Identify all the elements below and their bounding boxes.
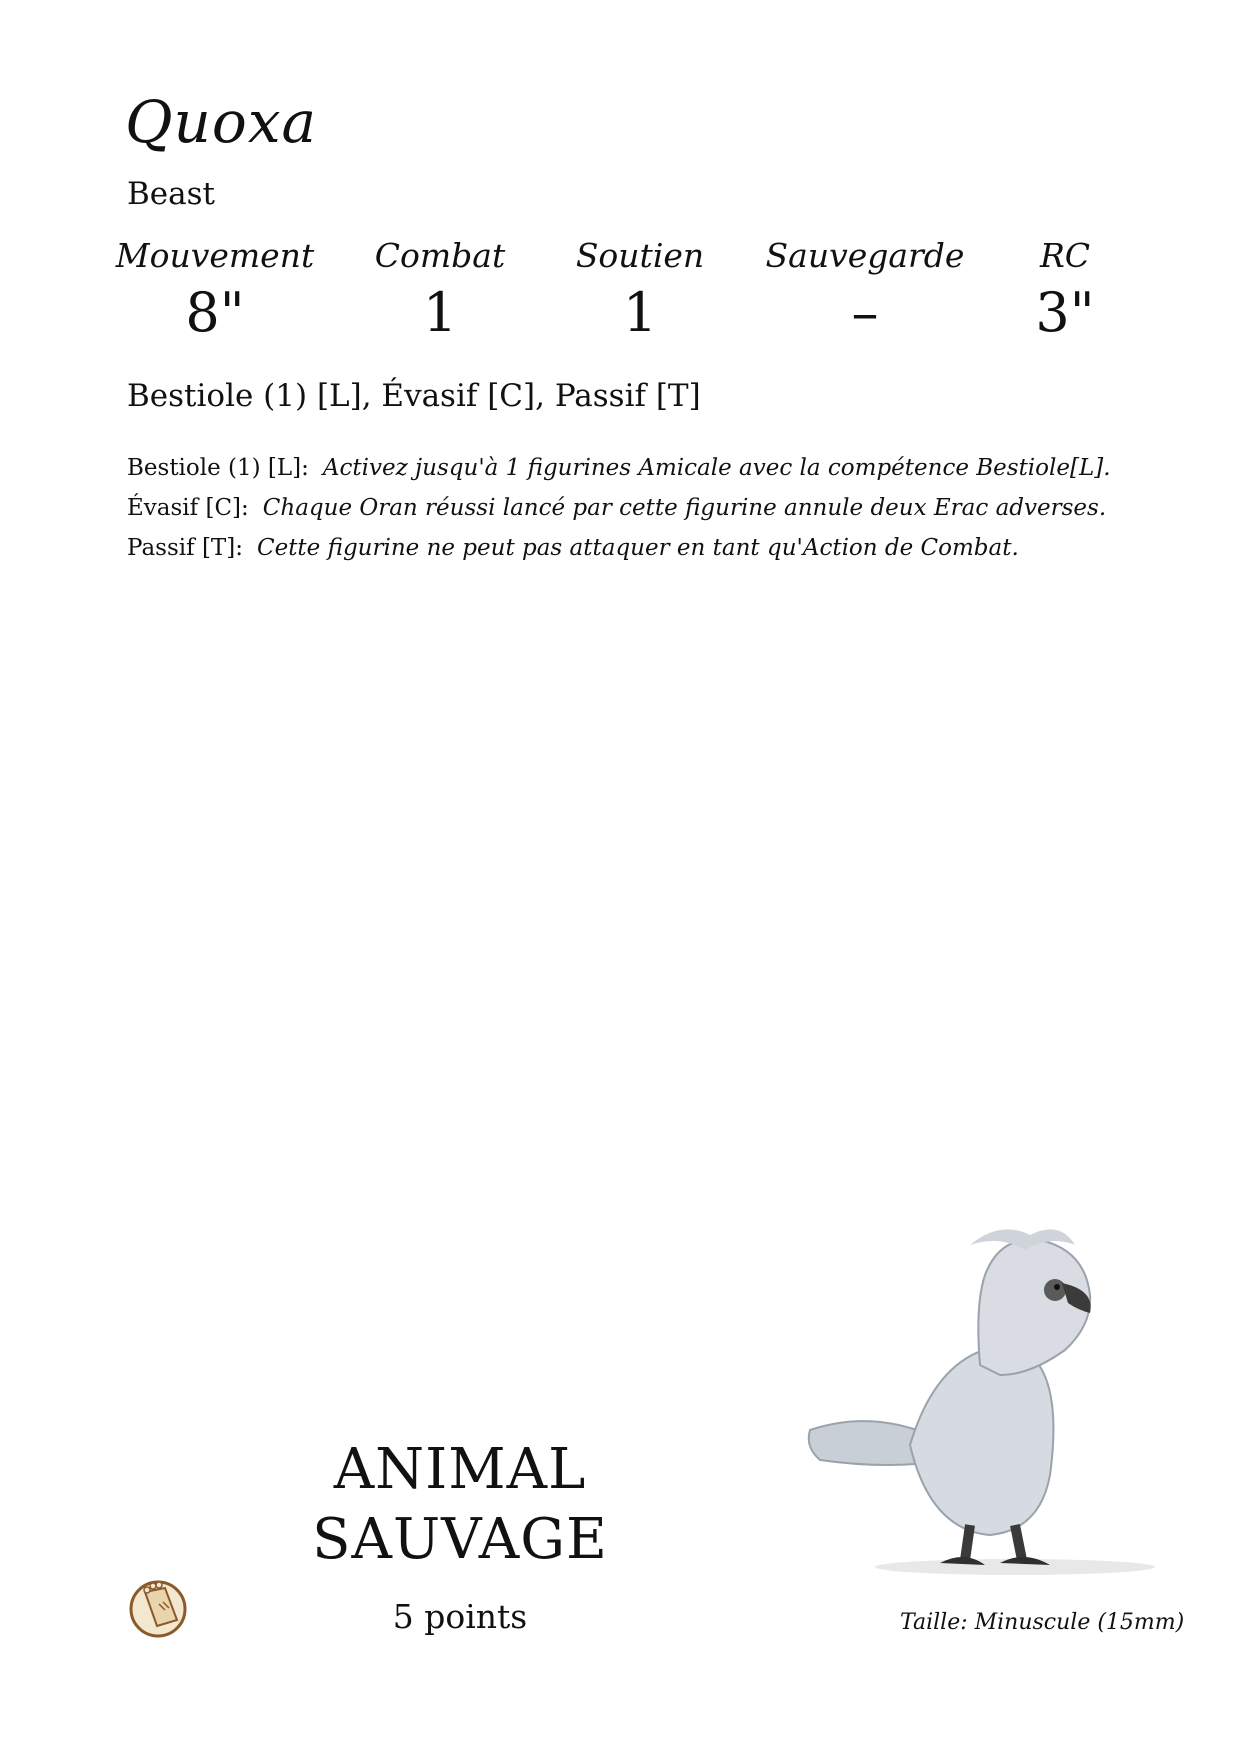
category-line: ANIMAL [333, 1437, 587, 1502]
rule-item [127, 448, 1117, 488]
abilities-summary: Bestiole (1) [L], Évasif [C], Passif [T] [127, 378, 701, 414]
stat-value: 3" [1035, 281, 1095, 344]
size-label: Taille: Minuscule (15mm) [900, 1610, 1185, 1635]
stat-movement [110, 236, 320, 344]
feathered-bird-creature-illustration [800, 1215, 1180, 1585]
rule-item [127, 528, 1117, 568]
stat-value: 1 [622, 281, 658, 344]
rule-item [127, 488, 1117, 528]
card-type: Beast [127, 176, 215, 212]
category-line: SAUVAGE [312, 1507, 608, 1572]
stat-value: – [851, 281, 879, 344]
rule-name: Passif [T]: [127, 535, 243, 561]
points-cost: 5 points [392, 1597, 528, 1636]
stat-label: RC [1039, 236, 1091, 275]
stat-save [755, 236, 975, 344]
rules-text [127, 448, 1117, 568]
stat-value: 8" [185, 281, 245, 344]
stat-label: Soutien [575, 236, 705, 275]
stat-rc [1010, 236, 1120, 344]
rule-text: Activez jusqu'à 1 figurines Amicale avec la compétence Bestiole[L]. [322, 455, 1111, 481]
stat-value: 1 [422, 281, 458, 344]
rule-text: Chaque Oran réussi lancé par cette figurine annule deux Erac adverses. [262, 495, 1107, 521]
rule-name: Bestiole (1) [L]: [127, 455, 309, 481]
faction-category [280, 1435, 640, 1575]
stat-support [560, 236, 720, 344]
card-title: Quoxa [125, 88, 318, 156]
stat-combat [355, 236, 525, 344]
rule-name: Évasif [C]: [127, 495, 249, 521]
hand-scroll-emblem-icon [127, 1576, 189, 1638]
stat-label: Combat [374, 236, 506, 275]
stat-label: Mouvement [115, 236, 315, 275]
rule-text: Cette figurine ne peut pas attaquer en tant qu'Action de Combat. [256, 535, 1019, 561]
stat-label: Sauvegarde [765, 236, 965, 275]
stat-table [110, 236, 1120, 344]
